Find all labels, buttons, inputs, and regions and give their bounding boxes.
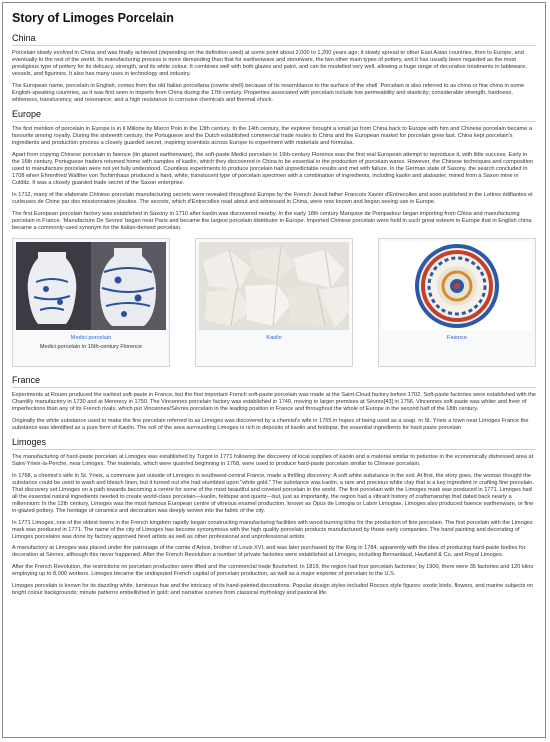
gallery-item-kaolin [195,238,353,367]
paragraph: The first European porcelain factory was established in Saxony in 1710 after kaolin was discovered nearby. In the early 18th century Marquise de Pompadour began importing from China and manufacturing porcelain in France. 'Manufacture De Sevres' began near Paris and became the largest porcelain distributor in Europe. Imported Chinese porcelain were held in such great esteem in Europe that in English china became a commonly-used synonym for the Italian-derived porcelain. [12,210,532,231]
paragraph: Originally the white substance used to make the fine porcelain referred to as Limoges was discovered by a chemist's wife in 1765 in hopes of being used as a soap. In St. Yrieix a town near Limoges France the substance was identified as a pure form of Kaolin. The soil of the area surrounding Limoges is rich in deposits of kaolin and feldspar, the essential ingredients for hard paste porcelain [12,417,529,431]
section-heading-france: France [12,375,536,388]
gallery-link-faience[interactable]: Faience [447,334,467,341]
section-heading-europe: Europe [12,109,536,122]
paragraph: Limoges porcelain is known for its dazzling white, luminous hue and the intricacy of its hand-painted decorations. Popular design styles included Rococo style figures: exotic birds, flowers, and marine subjects on bright colour backgrounds; minute patterns embellished in gold; and narrative scenes from classical mythology and pastoral life. [12,582,534,596]
paragraph: In 1768, a chemist's wife in St. Yrieix, a commune just outside of Limoges in southwest-central France, made a thrilling discovery: A soft white substance in the soil. At first, the story goes, the woman thought the substance could be used to wash and bleach linen, but it turned out she had stumbled upon "white gold." The substance was kaolin, a rare and precious white clay that is a key ingredient in crafting fine porcelain. That discovery set Limoges on a path towards becoming a centre for some of the most beautiful and coveted porcelain in the world. The first porcelain with the Limoges mark was produced in 1771. Limoges had all the essential natural ingredients needed to create world-class porcelain—kaolin, feldspar and quartz—but, just as importantly, the region had a vibrant history of craftsmanship that dated back nearly a millennium: In the 12th century, Limoges was the most famous European centre of vitreous enamel production, known as Opus de Limogia or Labor Limogiae. Limoges also produced faience earthenware, or fine in-glazed pottery. The heritage of ceramics and decoration was deeply woven into the fabric of the city. [12,472,534,514]
article-content [3,3,545,597]
paragraph: In 1712, many of the elaborate Chinese porcelain manufacturing secrets were revealed throughout Europe by the French Jesuit father Francois Xavier d'Entrecolles and soon published in the Lettres édifiantes et curieuses de Chine par des missionnaires jésuites. The secrets, which d'Entrecolles read about and witnessed in China, were now known and began seeing use in Europe. [12,191,533,205]
paragraph: The manufacturing of hard-paste porcelain at Limoges was established by Turgot in 1771 following the discovery of local supplies of kaolin and a material similar to petuntse in the economically distressed area at Saint-Yrieix-la-Perche, near Limoges. The materials, which were quarried beginning in 1768, were used to produce hard-paste porcelain similar to Chinese porcelain. [12,453,534,467]
medici-porcelain-image[interactable] [16,242,166,330]
paragraph: Experiments at Rouen produced the earliest soft-paste in France, but the first important French soft-paste porcelain was made at the Saint-Cloud factory before 1702. Soft-paste factories were established with the Chantilly manufactory in 1730 and at Mennecy in 1750. The Vincennes porcelain factory was established in 1740, moving to larger premises at Sèvres[43] in 1756. Vincennes soft-paste was whiter and freer of imperfections than any of its French rivals, which put Vincennes/Sèvres porcelain in the leading position in France and throughout the whole of Europe in the second half of the 18th century. [12,391,536,413]
paragraph: A manufactory at Limoges was placed under the patronage of the comte d'Artois, brother of Louis XVI, and was later purchased by the King in 1784, apparently with the idea of producing hard-paste bodies for decoration at Sèvres, although this never happened. After the French Revolution a number of private factories were established at Limoges, including Bernardaud, Haviland & Co. and Royal Limoges. [12,545,526,559]
paragraph: Porcelain slowly evolved in China and was finally achieved (depending on the definition used) at some point about 2,000 to 1,200 years ago; it slowly spread to other East Asian countries, then to Europe, and eventually to the rest of the world. Its manufacturing process is more demanding than that for earthenware and stoneware, the two other main types of pottery, and it has usually been regarded as the most prestigious type of pottery for its delicacy, strength, and its white colour. It combines well with both glazes and paint, and can be modelled very well, allowing a huge range of decorative treatments in tableware, vessels, and figurines. It also has many uses in technology and industry. [12,50,527,78]
paragraph: After the French Revolution, the restrictions on porcelain production were lifted and the commercial trade flourished. In 1819, the region had four porcelain factories; by 1900, there were 35 factories and 120 kilns employing up to 8,000 workers. Limoges became the undisputed French capital of porcelain production, as well as a major exporter of porcelain to the U.S. [12,564,534,578]
paragraph: The first mention of porcelain in Europe is in Il Milione by Marco Polo in the 13th century. In the 14th century, the explorer brought a small jar from China back to Europe with him and Chinese porcelain became a favourite among royalty. During the sixteenth century, the Portuguese and the Dutch established commercial trade routes to China and the European market for porcelain grew fast. China kept porcelain's ingredients and production process a closely guarded secret, inspiring scientists across Europe to experiment with materials and formulas. [12,126,532,147]
gallery-caption-medici: Medici porcelain in 16th-century Florence [39,343,143,350]
kaolin-image[interactable] [199,242,349,330]
article-frame [2,2,546,738]
section-heading-china: China [12,33,536,46]
gallery-link-medici[interactable]: Medici porcelain [70,334,112,341]
gallery-item-medici [12,238,170,367]
gallery-item-faience [378,238,536,367]
gallery-link-kaolin[interactable]: Kaolin [266,334,282,341]
paragraph: The European name, porcelain in English, comes from the old Italian porcellana (cowrie shell) because of its resemblance to the surface of the shell. Porcelain is also referred to as china or fine china in some English-speaking countries, as it was first seen in imports from China during the 17th century. Properties associated with porcelain include low permeability and elasticity; considerable strength, hardness, whiteness, translucency, and resonance; and a high resistance to corrosive chemicals and thermal shock. [12,82,525,104]
page-title: Story of Limoges Porcelain [12,11,174,25]
faience-image[interactable] [382,242,532,330]
paragraph: In 1771 Limoges, one of the oldest towns in the French kingdom rapidly began constructing manufacturing facilities with wood burning kilns for the production of fine porcelain. The first porcelain with the Limoges mark was produced in 1771. The name of the city of Limoges has become synonymous with the high quality porcelain products manufactured by those early companies. The hand painting and decorating of Limoges porcelains was done by factory approved hired artists as well as other professional and unprofessional artists. [12,519,533,540]
image-gallery [12,238,536,367]
section-heading-limoges: Limoges [12,437,536,450]
paragraph: Apart from copying Chinese porcelain in faience (tin glazed earthenware), the soft-paste Medici porcelain in 16th-century Florence was the first real European attempt to reproduce it, with little success. Early in the 16th century, Portuguese traders returned home with samples of kaolin, which they discovered in China to be essential in the production of porcelain wares. However, the Chinese techniques and composition used to manufacture porcelain were not yet fully understood. Countless experiments to produce porcelain had unpredictable results and met with failure. In the German state of Saxony, the search concluded in 1708 when Ehrenfried Walther von Tschirnhaus produced a hard, white, translucent type of porcelain specimen with a combination of ingredients, including kaolin and alabaster, mined from a Saxon mine in Colditz. It was a closely guarded trade secret of the Saxon enterprise. [12,151,534,187]
